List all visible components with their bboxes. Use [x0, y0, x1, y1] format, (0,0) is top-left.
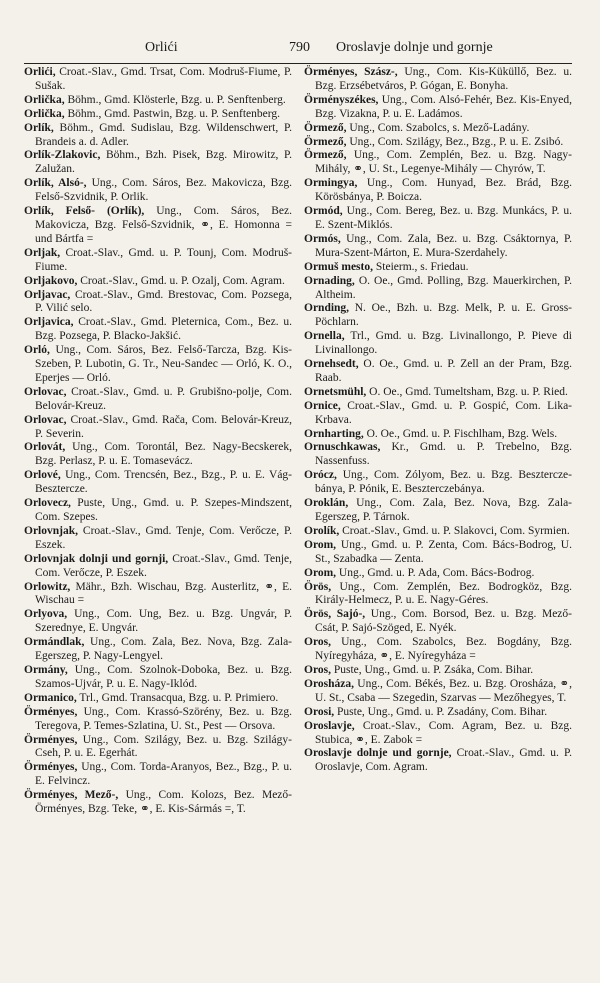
- entry-headword: Orlyova,: [24, 608, 68, 621]
- entry-text: Croat.-Slav., Gmd. Rača, Com. Belovár-Kreuz, P. Severin.: [35, 413, 293, 440]
- entry-text: Ung., Com. Torda-Aranyos, Bez., Bzg., P. u. E. Felvincz.: [35, 761, 293, 788]
- running-head-right: Oroslavje dolnje und gornje: [336, 40, 493, 55]
- gazetteer-entry: [304, 358, 572, 386]
- gazetteer-entry: [24, 149, 292, 177]
- entry-text: Mähr., Bzh. Wischau, Bzg. Austerlitz, ⚭, E. Wischau =: [35, 580, 292, 607]
- gazetteer-entry: [304, 94, 572, 122]
- entry-headword: Örményes, Szász-,: [304, 66, 398, 78]
- entry-text: Ung., Com. Alsó-Fehér, Bez. Kis-Enyed, Bzg. Vizakna, P. u. E. Ladámos.: [315, 93, 572, 120]
- entry-headword: Orom,: [304, 566, 337, 579]
- gazetteer-entry: [24, 177, 292, 205]
- gazetteer-entry: [304, 386, 572, 400]
- entry-text: O. Oe., Gmd. Tumeltsham, Bzg. u. P. Ried.: [369, 385, 568, 398]
- entry-headword: Orlovac,: [24, 413, 67, 426]
- entry-headword: Ormanico,: [24, 691, 77, 704]
- gazetteer-entry: [24, 275, 292, 289]
- entry-text: Croat.-Slav., Gmd. Pleternica, Com., Bez. u. Bzg. Pozsega, P. Blacko-Jakšić.: [35, 316, 292, 343]
- entry-headword: Örményes, Mező-,: [24, 789, 119, 802]
- header-rule: [24, 63, 572, 64]
- entry-text: Croat.-Slav., Gmd. u. P. Gospić, Com. Lika-Krbava.: [315, 399, 573, 426]
- right-column: [304, 66, 572, 775]
- entry-text: Croat.-Slav., Gmd. u. P. Oroslavje, Com. Agram.: [315, 747, 572, 774]
- entry-headword: Örményes,: [24, 705, 78, 718]
- entry-headword: Ormány,: [24, 663, 68, 676]
- entry-text: Steierm., s. Friedau.: [375, 260, 469, 273]
- entry-text: Ung., Com. Bereg, Bez. u. Bzg. Munkács, P. u. E. Szent-Miklós.: [315, 205, 572, 231]
- gazetteer-entry: [304, 205, 572, 233]
- gazetteer-entry: [304, 581, 572, 609]
- entry-text: Böhm., Bzh. Pisek, Bzg. Mirowitz, P. Zalužan.: [35, 149, 293, 176]
- entry-headword: Örmező,: [304, 149, 347, 162]
- entry-headword: Orlička,: [24, 93, 65, 106]
- entry-headword: Orlovát,: [24, 441, 66, 454]
- gazetteer-entry: [24, 692, 292, 706]
- entry-text: Puste, Ung., Gmd. u. P. Zsáka, Com. Bihar.: [333, 663, 534, 676]
- entry-text: Croat.-Slav., Gmd. Brestovac, Com. Pozsega, P. Vilić selo.: [35, 288, 292, 315]
- entry-headword: Ormingya,: [304, 177, 358, 190]
- entry-text: Ung., Com. Ung, Bez. u. Bzg. Ungvár, P. Szerednye, E. Ungvár.: [35, 608, 293, 635]
- entry-text: Puste, Ung., Gmd. u. P. Zsadány, Com. Bihar.: [337, 705, 548, 718]
- entry-headword: Ornetsmühl,: [304, 385, 367, 398]
- gazetteer-entry: [304, 497, 572, 525]
- entry-text: Croat.-Slav., Gmd. Trsat, Com. Modruš-Fiume, P. Sušak.: [35, 66, 292, 92]
- entry-text: Ung., Com. Szabolcs, s. Mező-Ladány.: [349, 121, 530, 134]
- gazetteer-entry: [24, 525, 292, 553]
- entry-headword: Oroklán,: [304, 497, 349, 510]
- entry-headword: Ornice,: [304, 399, 341, 412]
- entry-text: N. Oe., Bzh. u. Bzg. Melk, P. u. E. Gross-Pöchlarn.: [315, 302, 572, 329]
- gazetteer-entry: [24, 469, 292, 497]
- gazetteer-entry: [24, 122, 292, 150]
- gazetteer-entry: [304, 567, 572, 581]
- gazetteer-entry: [304, 747, 572, 775]
- entry-headword: Orlík, Alsó-,: [24, 177, 87, 190]
- gazetteer-entry: [24, 247, 292, 275]
- gazetteer-entry: [304, 720, 572, 748]
- entry-text: Kr., Gmd. u. P. Trebelno, Bzg. Nassenfuss.: [315, 441, 573, 468]
- entry-headword: Ornading,: [304, 274, 355, 287]
- gazetteer-entry: [24, 414, 292, 442]
- entry-headword: Orlové,: [24, 469, 61, 482]
- entry-headword: Orljak,: [24, 246, 61, 259]
- entry-headword: Orlovnjak dolnji und gornji,: [24, 552, 169, 565]
- gazetteer-entry: [24, 636, 292, 664]
- entry-text: O. Oe., Gmd. u. P. Zell an der Pram, Bzg. Raab.: [315, 358, 572, 384]
- entry-text: Puste, Ung., Gmd. u. P. Szepes-Mindszent, Com. Szepes.: [35, 497, 292, 523]
- entry-text: Ung., Com. Szolnok-Doboka, Bez. u. Bzg. Szamos-Ujvár, P. u. E. Nagy-Iklód.: [35, 663, 293, 690]
- gazetteer-entry: [304, 469, 572, 497]
- gazetteer-entry: [24, 441, 292, 469]
- entry-headword: Orosháza,: [304, 677, 354, 690]
- entry-text: Ung., Com. Hunyad, Bez. Brád, Bzg. Körösbánya, P. Boicza.: [315, 177, 572, 204]
- entry-headword: Orom,: [304, 538, 337, 551]
- entry-headword: Orlovnjak,: [24, 524, 78, 537]
- entry-headword: Ormuš mesto,: [304, 260, 373, 273]
- gazetteer-entry: [304, 66, 572, 94]
- gazetteer-entry: [304, 122, 572, 136]
- gazetteer-entry: [24, 497, 292, 525]
- entry-text: Croat.-Slav., Com. Agram, Bez. u. Bzg. Stubica, ⚭, E. Zabok =: [315, 719, 573, 746]
- entry-text: Ung., Com. Torontál, Bez. Nagy-Becskerek, Bzg. Perlasz, P. u. E. Tomasevácz.: [35, 441, 292, 468]
- gazetteer-entry: [304, 275, 572, 303]
- gazetteer-entry: [304, 608, 572, 636]
- gazetteer-entry: [24, 553, 292, 581]
- gazetteer-entry: [304, 636, 572, 664]
- gazetteer-entry: [304, 539, 572, 567]
- entry-headword: Oroslavje dolnje und gornje,: [304, 747, 452, 760]
- entry-headword: Orlík, Felső- (Orlík),: [24, 205, 145, 218]
- entry-headword: Orolík,: [304, 524, 340, 537]
- entry-text: Ung., Com. Szabolcs, Bez. Bogdány, Bzg. Nyíregyháza, ⚭, E. Nyíregyháza =: [315, 636, 573, 663]
- entry-headword: Orljavac,: [24, 288, 71, 301]
- entry-text: Ung., Com. Zala, Bez. Nova, Bzg. Zala-Egerszeg, P. Nagy-Lengyel.: [35, 636, 293, 663]
- entry-headword: Ornuschkawas,: [304, 441, 381, 454]
- entry-text: Croat.-Slav., Gmd. u. P. Ozalj, Com. Agram.: [80, 274, 285, 287]
- gazetteer-entry: [24, 608, 292, 636]
- gazetteer-entry: [24, 316, 292, 344]
- gazetteer-entry: [24, 706, 292, 734]
- entry-headword: Orljavica,: [24, 316, 74, 329]
- entry-text: Ung., Com. Sáros, Bez. Makovicza, Bzg. Felső-Szvidnik, P. Orlik.: [35, 177, 293, 204]
- gazetteer-entry: [24, 205, 292, 247]
- entry-text: Ung., Com. Kolozs, Bez. Mező-Örményes, Bzg. Teke, ⚭, E. Kis-Sármás =, T.: [35, 789, 292, 816]
- entry-headword: Ornding,: [304, 302, 350, 315]
- gazetteer-entry: [304, 678, 572, 706]
- entry-headword: Örményes,: [24, 761, 78, 774]
- entry-text: Croat.-Slav., Gmd. Tenje, Com. Verőcze, P. Eszek.: [35, 552, 293, 579]
- gazetteer-entry: [304, 261, 572, 275]
- gazetteer-entry: [24, 94, 292, 108]
- entry-text: Ung., Com. Sáros, Bez. Felső-Tarcza, Bzg. Kis-Szeben, P. Lubotin, G. Tr., Neu-Sandec — Orló, K. O., Eperjes — Orló.: [35, 344, 293, 384]
- entry-headword: Orljakovo,: [24, 274, 78, 287]
- gazetteer-entry: [304, 664, 572, 678]
- entry-headword: Oros,: [304, 636, 331, 649]
- gazetteer-entry: [24, 66, 292, 94]
- entry-text: Ung., Com. Zala, Bez. Nova, Bzg. Zala-Egerszeg, P. Tárnok.: [315, 497, 573, 523]
- entry-text: Ung., Com. Békés, Bez. u. Bzg. Orosháza, ⚭, U. St., Csaba — Szegedin, Szarvas — Mezőhegyes, T.: [315, 677, 572, 704]
- gazetteer-entry: [304, 706, 572, 720]
- entry-text: O. Oe., Gmd. u. P. Fischlham, Bzg. Wels.: [366, 427, 558, 440]
- entry-text: Böhm., Gmd. Sudislau, Bzg. Wildenschwert, P. Brandeis a. d. Adler.: [35, 121, 293, 148]
- gazetteer-entry: [304, 302, 572, 330]
- entry-text: Croat.-Slav., Gmd. Tenje, Com. Verőcze, P. Eszek.: [35, 524, 292, 551]
- gazetteer-entry: [24, 664, 292, 692]
- entry-headword: Örös,: [304, 580, 332, 593]
- entry-text: Ung., Com. Sáros, Bez. Makovicza, Bzg. Felső-Szvidnik, ⚭, E. Homonna = und Bártfa =: [35, 205, 293, 245]
- entry-text: Ung., Com. Zólyom, Bez. u. Bzg. Beszterczebánya, P. Pónik, E. Beszterczebánya.: [315, 469, 573, 496]
- entry-text: Ung., Com. Zemplén, Bez. u. Bzg. Nagy-Mihály, ⚭, U. St., Legenye-Mihály — Chyrów, T.: [315, 149, 573, 176]
- entry-headword: Orlička,: [24, 107, 65, 120]
- entry-text: Trl., Gmd. Transacqua, Bzg. u. P. Primiero.: [79, 691, 279, 704]
- running-head-left: Orlići: [145, 40, 178, 55]
- entry-headword: Ornharting,: [304, 427, 364, 440]
- entry-headword: Ormándlak,: [24, 636, 85, 649]
- entry-text: Ung., Com. Trencsén, Bez., Bzg., P. u. E. Vág-Besztercze.: [35, 469, 293, 496]
- gazetteer-entry: [24, 734, 292, 762]
- gazetteer-entry: [304, 400, 572, 428]
- entry-text: Croat.-Slav., Gmd. u. P. Tounj, Com. Modruš-Fiume.: [35, 246, 292, 273]
- entry-headword: Oros,: [304, 663, 331, 676]
- entry-text: Ung., Com. Zala, Bez. u. Bzg. Csáktornya, P. Mura-Szent-Márton, E. Mura-Szerdahely.: [315, 232, 572, 259]
- gazetteer-entry: [304, 330, 572, 358]
- entry-headword: Orlík-Zlakovic,: [24, 149, 101, 162]
- entry-text: Trl., Gmd. u. Bzg. Livinallongo, P. Pieve di Livinallongo.: [315, 330, 573, 357]
- gazetteer-entry: [24, 581, 292, 609]
- entry-headword: Ormós,: [304, 232, 341, 245]
- page-header: [0, 40, 600, 60]
- entry-text: Ung., Gmd. u. P. Ada, Com. Bács-Bodrog.: [338, 566, 535, 579]
- entry-headword: Örmező,: [304, 121, 347, 134]
- entry-headword: Orlići,: [24, 66, 56, 78]
- page-number: 790: [289, 40, 310, 55]
- gazetteer-entry: [24, 761, 292, 789]
- gazetteer-entry: [304, 428, 572, 442]
- entry-text: Ung., Com. Szilágy, Bez. u. Bzg. Szilágy-Cseh, P. u. E. Egerhát.: [35, 733, 292, 760]
- entry-headword: Örményszékes,: [304, 93, 379, 106]
- entry-headword: Örös, Sajó-,: [304, 608, 366, 621]
- entry-text: Ung., Com. Krassó-Szörény, Bez. u. Bzg. Teregova, P. Temes-Szlatina, U. St., Pest — Orsova.: [35, 705, 292, 732]
- entry-text: Böhm., Gmd. Klösterle, Bzg. u. P. Senftenberg.: [67, 93, 286, 106]
- entry-headword: Orló,: [24, 344, 50, 357]
- entry-headword: Orlowitz,: [24, 580, 71, 593]
- entry-headword: Ornehsedt,: [304, 358, 359, 371]
- gazetteer-entry: [304, 525, 572, 539]
- entry-text: Ung., Gmd. u. P. Zenta, Com. Bács-Bodrog, U. St., Szabadka — Zenta.: [315, 538, 572, 565]
- gazetteer-entry: [304, 233, 572, 261]
- entry-headword: Örmező,: [304, 135, 347, 148]
- gazetteer-entry: [24, 344, 292, 386]
- gazetteer-entry: [24, 289, 292, 317]
- entry-headword: Orlovac,: [24, 385, 67, 398]
- entry-text: Böhm., Gmd. Pastwin, Bzg. u. P. Senftenberg.: [67, 107, 280, 120]
- entry-text: Croat.-Slav., Gmd. u. P. Grubišno-polje, Com. Belovár-Kreuz.: [35, 385, 292, 412]
- entry-headword: Ormód,: [304, 205, 343, 218]
- entry-headword: Orócz,: [304, 469, 337, 482]
- gazetteer-entry: [304, 441, 572, 469]
- gazetteer-entry: [304, 149, 572, 177]
- entry-headword: Orlík,: [24, 121, 54, 134]
- entry-text: Ung., Com. Borsod, Bez. u. Bzg. Mező-Csát, P. Sajó-Szöged, E. Nyék.: [315, 608, 572, 635]
- entry-headword: Ornella,: [304, 330, 345, 343]
- entry-text: Ung., Com. Szilágy, Bez., Bzg., P. u. E. Zsibó.: [349, 135, 564, 148]
- entry-headword: Örményes,: [24, 733, 78, 746]
- gazetteer-entry: [24, 108, 292, 122]
- left-column: [24, 66, 292, 817]
- entry-headword: Oroslavje,: [304, 719, 355, 732]
- entry-headword: Orlovecz,: [24, 497, 71, 510]
- gazetteer-entry: [304, 136, 572, 150]
- entry-headword: Orosi,: [304, 705, 335, 718]
- entry-text: Ung., Com. Zemplén, Bez. Bodrogköz, Bzg. Király-Helmecz, P. u. E. Nagy-Géres.: [315, 580, 572, 607]
- gazetteer-entry: [24, 789, 292, 817]
- gazetteer-entry: [24, 386, 292, 414]
- entry-text: Ung., Com. Kis-Küküllő, Bez. u. Bzg. Erzsébetváros, P. Gógan, E. Bonyha.: [315, 66, 572, 92]
- entry-text: Croat.-Slav., Gmd. u. P. Slakovci, Com. Syrmien.: [342, 524, 570, 537]
- gazetteer-entry: [304, 177, 572, 205]
- entry-text: O. Oe., Gmd. Polling, Bzg. Mauerkirchen, P. Altheim.: [315, 274, 572, 301]
